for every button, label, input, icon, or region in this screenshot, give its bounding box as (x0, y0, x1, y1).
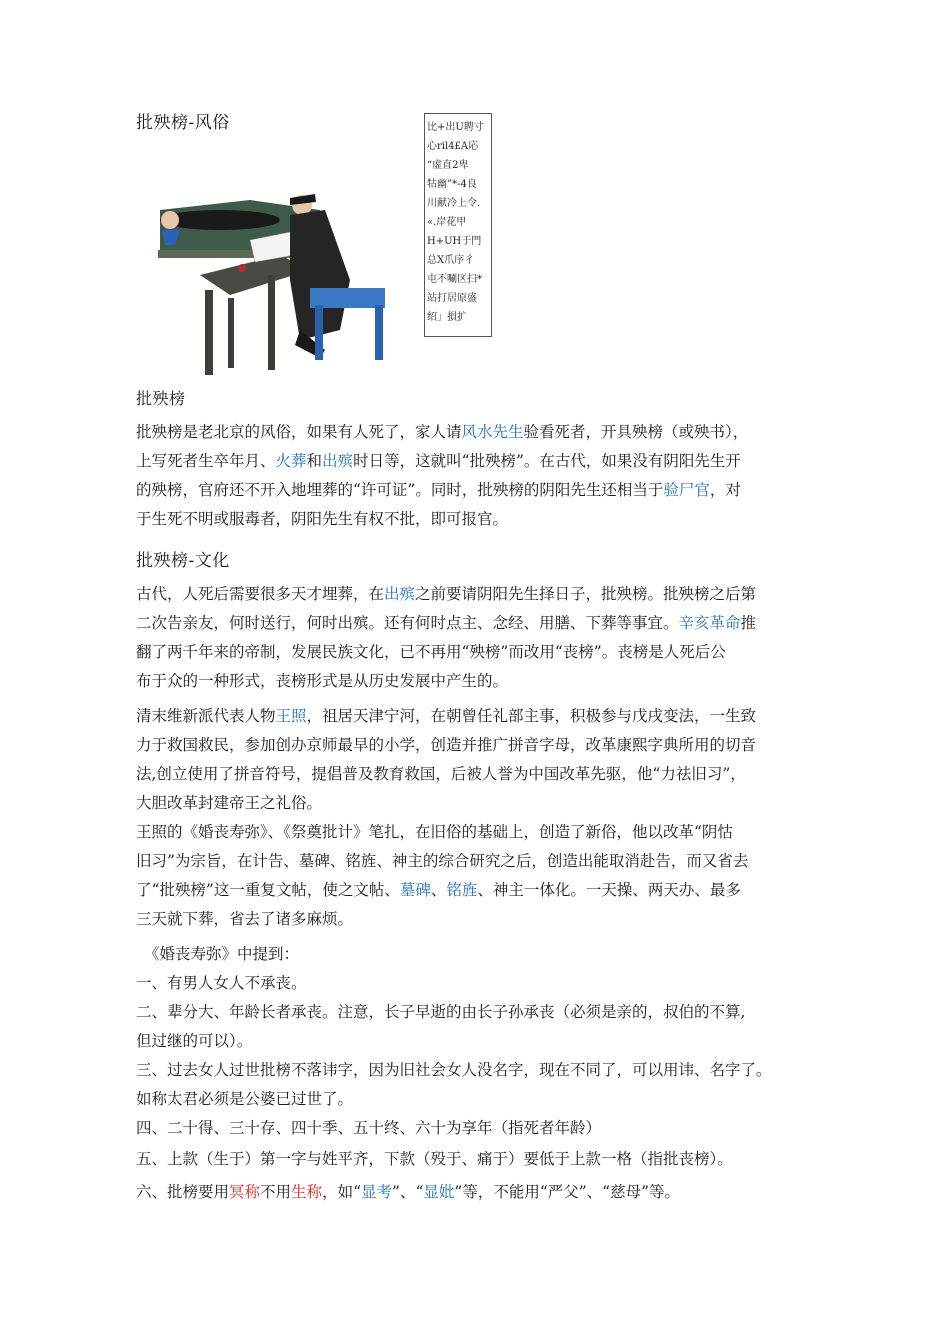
text-line: 法,创立使用了拼音符号，提倡普及教育救国，后被人誉为中国改革先驱，他“力祛旧习”， (136, 765, 746, 783)
side-text-box (424, 113, 492, 337)
text-line (136, 476, 816, 505)
text-line (136, 418, 816, 447)
text-span: 古代，人死后需要很多天才埋葬，在 (136, 585, 385, 603)
side-text-line: 比+出U聘寸 (427, 122, 484, 133)
text-span: 六、批榜要用 (136, 1183, 230, 1201)
text-line (136, 580, 816, 609)
side-text-line: 屯不唰区扫* (427, 274, 482, 285)
text-span: ”、“ (392, 1183, 424, 1201)
rule-item: 如称太君必须是公婆已过世了。 (136, 1090, 354, 1108)
link-wangzhao[interactable]: 王照 (275, 707, 307, 725)
text-span: 了“批殃榜”这一重复文帖，使之文帖、 (136, 881, 400, 899)
text-span: 的殃榜，官府还不开入地埋葬的“许可证”。同时，批殃榜的阴阳先生还相当于 (136, 481, 664, 499)
link-mingcheng[interactable]: 冥称 (229, 1183, 261, 1201)
text-line (136, 447, 816, 476)
text-line (136, 876, 816, 905)
link-xianbi[interactable]: 显妣 (423, 1183, 455, 1201)
text-span: 二次告亲友，何时送行，何时出殡。还有何时点主、念经、用膳、下葬等事宜。 (136, 614, 679, 632)
link-mubei[interactable]: 墓碑 (399, 881, 431, 899)
text-span: 、 (430, 881, 447, 899)
text-span: 、神主一体化。一天操、两天办、最多 (477, 881, 741, 899)
text-span: 推 (740, 614, 757, 632)
text-line: 三天就下葬，省去了诸多麻烦。 (136, 910, 354, 928)
text-span: 清末维新派代表人物 (136, 707, 276, 725)
heading-wenhua: 批殃榜-文化 (136, 551, 230, 571)
rule-item: 一、有男人女人不承丧。 (136, 974, 307, 992)
side-text-line: 站打居原盛 (427, 293, 477, 304)
text-span: ，如“ (322, 1183, 361, 1201)
text-span: 时日等，这就叫“批殃榜”。在古代，如果没有阴阳先生开 (353, 452, 741, 470)
link-fengshui-xiansheng[interactable]: 风水先生 (461, 423, 524, 441)
text-span: 之前要请阴阳先生择日子，批殃榜。批殃榜之后第 (415, 585, 757, 603)
text-line: 布于众的一种形式，丧榜形式是从历史发展中产生的。 (136, 672, 509, 690)
text-span: ”等，不能用“严父”、“慈母”等。 (454, 1183, 681, 1201)
rules-list (136, 940, 816, 1207)
side-text-line: 总X爪序彳 (427, 255, 475, 266)
image-caption: 批殃榜 (136, 389, 186, 408)
side-text-line: “虚直2卑 (427, 160, 469, 171)
link-shengcheng[interactable]: 生称 (291, 1183, 323, 1201)
text-span: 和 (306, 452, 323, 470)
text-line: 翻了两千年来的帝制，发展民族文化，已不再用“殃榜”而改用“丧榜”。丧榜是人死后公 (136, 643, 726, 661)
side-text-line: 心ril4£A応 (427, 141, 479, 152)
link-huozang[interactable]: 火葬 (275, 452, 307, 470)
link-mingjing[interactable]: 铭旌 (446, 881, 478, 899)
paragraph-fengsu (136, 418, 816, 534)
text-line: 旧习”为宗旨，在计告、墓碑、铭旌、神主的综合研究之后，创造出能取消赴告，而又省去 (136, 852, 749, 870)
text-span: 上写死者生卒年月、 (136, 452, 276, 470)
rule-item: 三、过去女人过世批榜不落讳字，因为旧社会女人没名字，现在不同了，可以用讳、名字了。 (136, 1061, 772, 1079)
rule-item: 四、二十得、三十存、四十季、五十终、六十为享年（指死者年龄） (136, 1119, 602, 1137)
link-yanshiguan[interactable]: 验尸官 (663, 481, 710, 499)
side-text-line: 川献冷上令. (427, 198, 481, 209)
text-line: 力于救国救民，参加创办京师最早的小学，创造并推广拼音字母，改革康熙字典所用的切音 (136, 736, 757, 754)
rule-item: 五、上款（生于）第一字与姓平齐，下款（殁于、痛于）要低于上款一格（指批丧榜）。 (136, 1150, 733, 1168)
text-line (136, 702, 816, 731)
rule-item (136, 1178, 816, 1207)
text-span: ，对 (709, 481, 741, 499)
paragraph-wenhua (136, 580, 816, 696)
text-span: 批殃榜是老北京的风俗，如果有人死了，家人请 (136, 423, 462, 441)
side-text-line: H+UH于門 (427, 236, 482, 247)
heading-fengsu: 批殃榜-风俗 (136, 113, 230, 133)
link-xiankao[interactable]: 显考 (361, 1183, 393, 1201)
rules-intro: 《婚丧寿弥》中提到： (144, 945, 300, 963)
text-line: 大胆改革封建帝王之礼俗。 (136, 794, 323, 812)
text-line: 王照的《婚丧寿弥》、《祭奠批计》笔扎，在旧俗的基础上，创造了新俗，他以改革“阴怙 (136, 823, 733, 841)
link-chubin[interactable]: 出殡 (384, 585, 416, 603)
rule-item: 二、辈分大、年龄长者承丧。注意，长子早逝的由长子孙承丧（必须是亲的，叔伯的不算, (136, 1003, 746, 1021)
side-text-line: 绍」損扩 (427, 312, 467, 323)
text-line (136, 609, 816, 638)
rule-item: 但过继的可以）。 (136, 1032, 253, 1050)
text-span: 验看死者，开具殃榜（或殃书）， (523, 423, 749, 441)
text-span: ，祖居天津宁河，在朝曾任礼部主事，积极参与戊戌变法，一生致 (306, 707, 757, 725)
paragraph-wangzhao (136, 702, 816, 818)
link-xinhai-geming[interactable]: 辛亥革命 (678, 614, 741, 632)
text-line: 于生死不明或服毒者，阴阳先生有权不批，即可报官。 (136, 510, 509, 528)
side-text-line: «.岸花甲 (427, 217, 467, 228)
paragraph-xinsu (136, 818, 816, 934)
side-text-line: 牯幽”*-4良 (427, 179, 477, 190)
text-span: 不用 (260, 1183, 292, 1201)
illustration-image (150, 180, 390, 380)
link-chubin[interactable]: 出殡 (322, 452, 354, 470)
